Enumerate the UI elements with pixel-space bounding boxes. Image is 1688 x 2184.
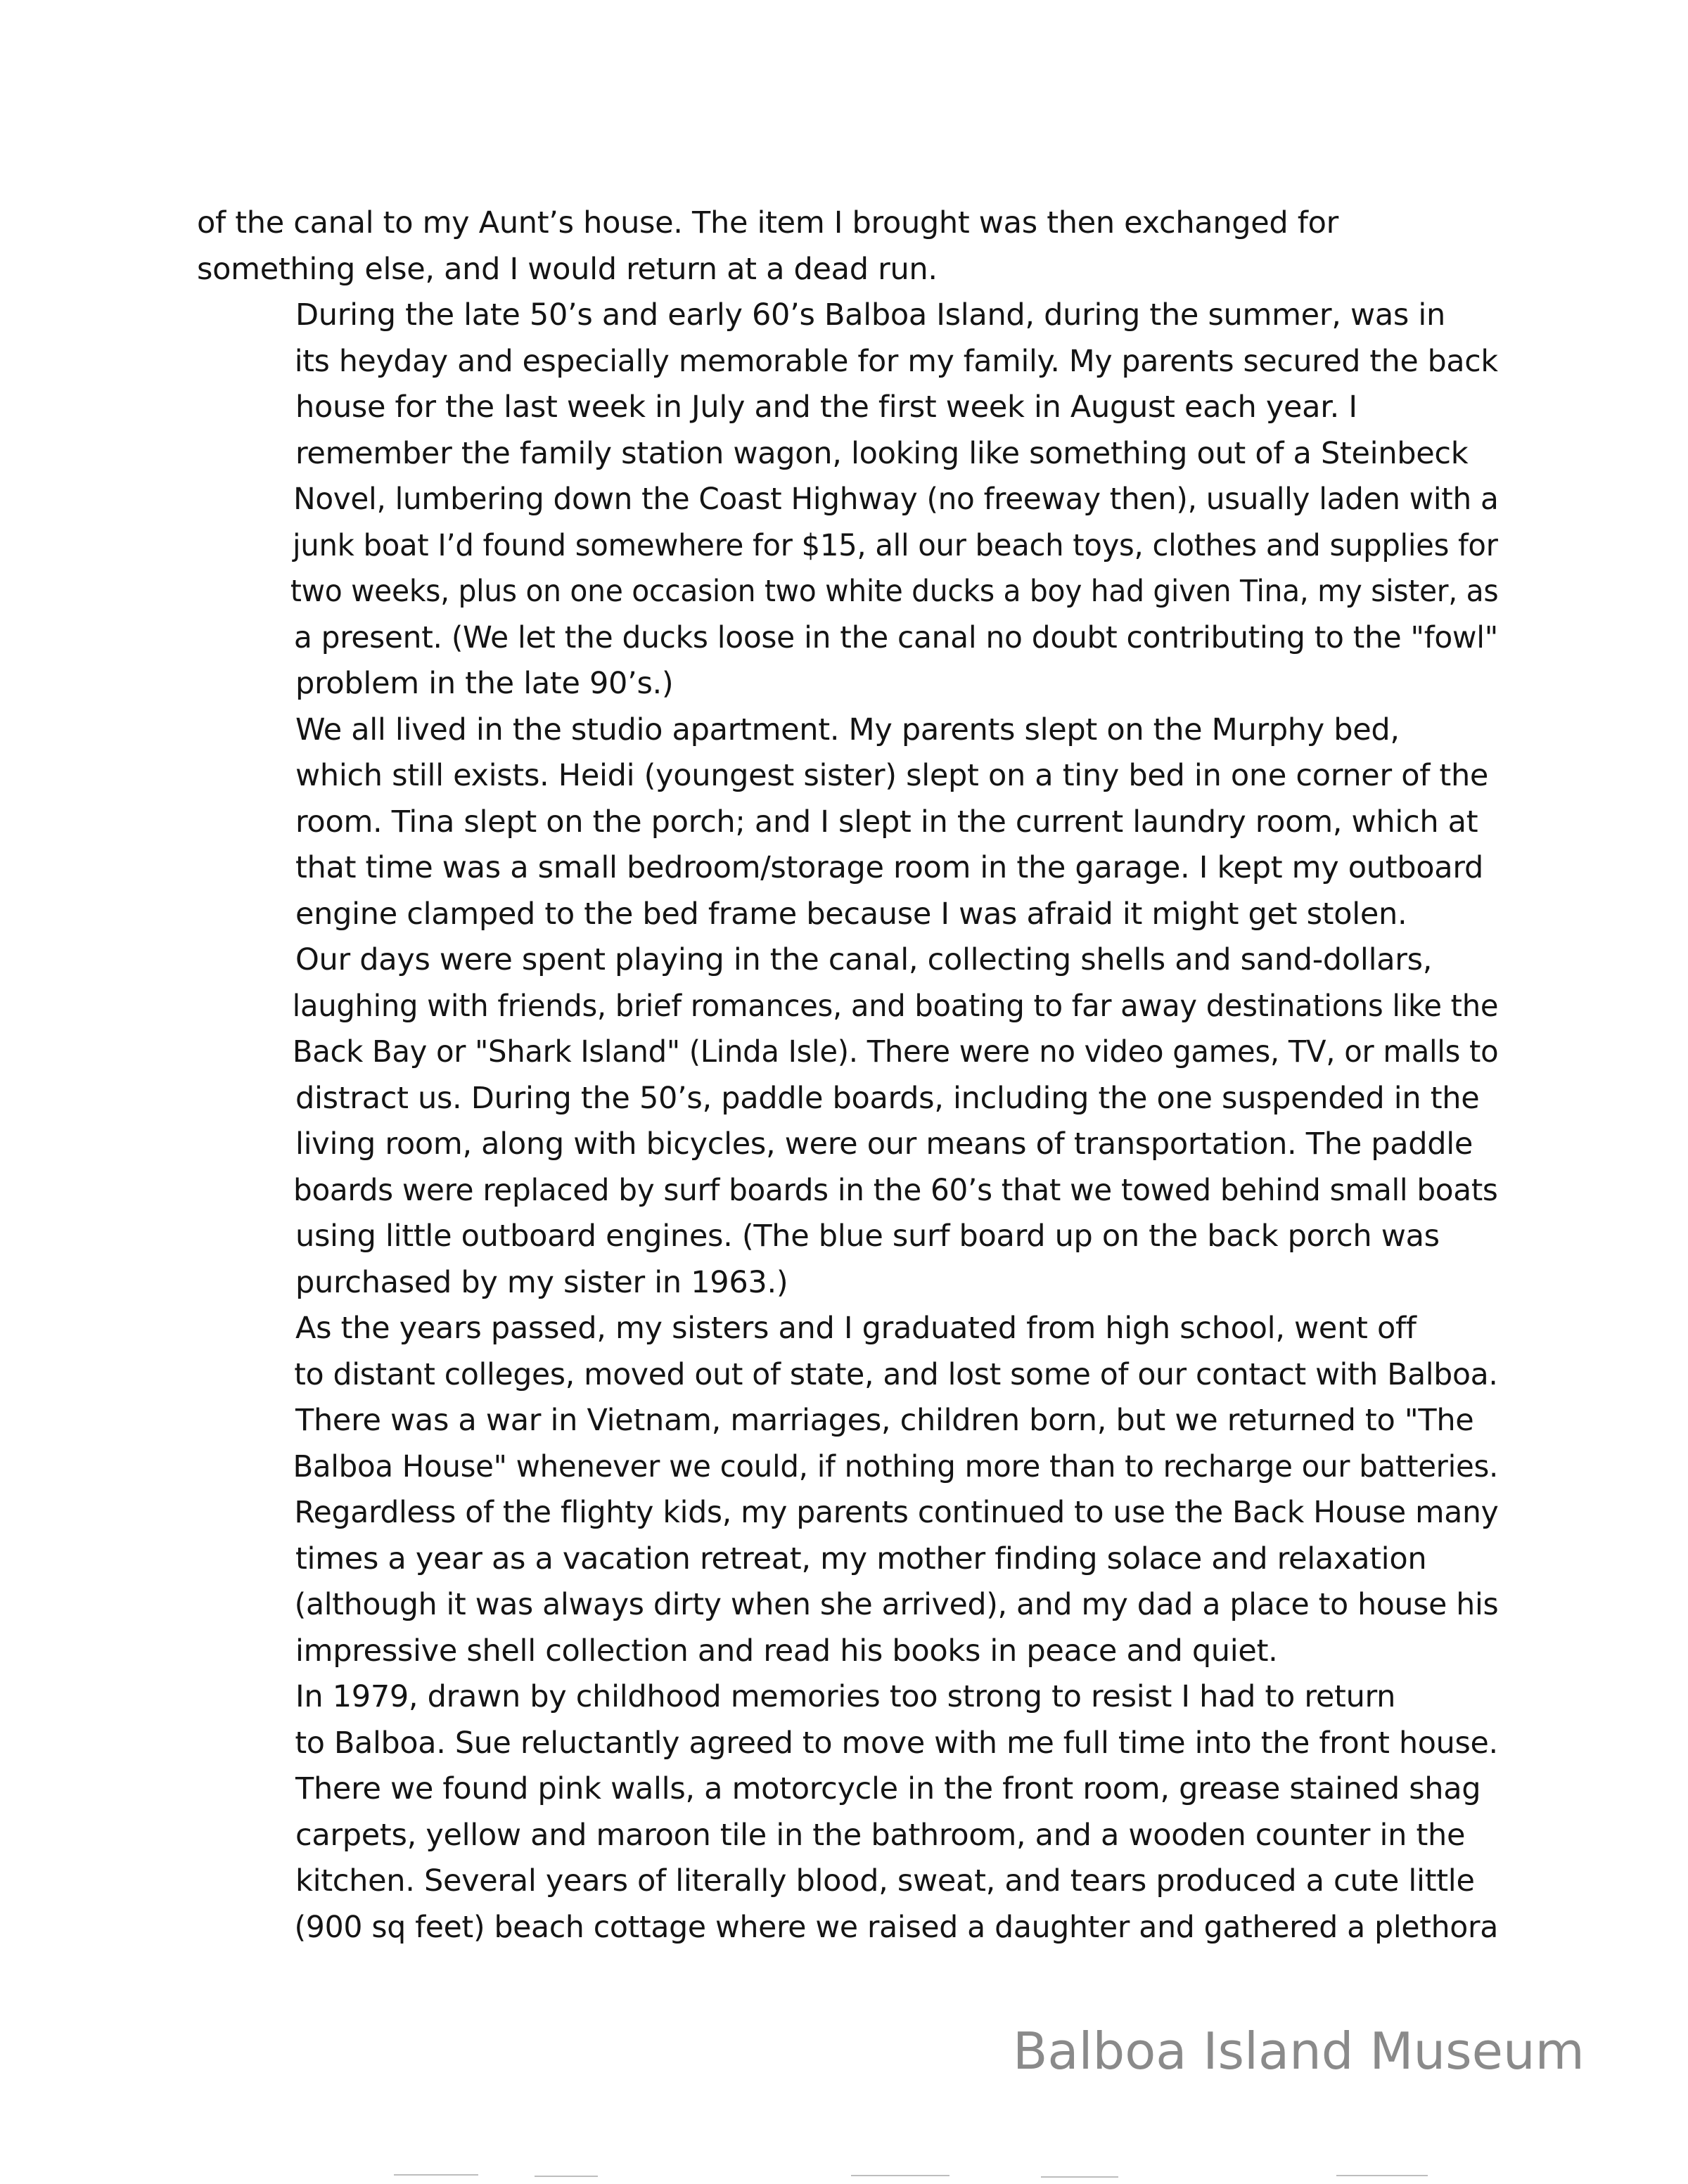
- text-line: kitchen. Several years of literally blood, sweat, and tears produced a cute little: [295, 1863, 1475, 1899]
- text-line: There we found pink walls, a motorcycle in the front room, grease stained shag: [295, 1771, 1481, 1806]
- text-line: house for the last week in July and the first week in August each year. I: [295, 390, 1357, 425]
- text-line: remember the family station wagon, looking like something out of a Steinbeck: [295, 435, 1469, 471]
- text-line: (although it was always dirty when she arrived), and my dad a place to house his: [294, 1587, 1499, 1622]
- scan-artifact-line: [394, 2174, 478, 2176]
- text-line: living room, along with bicycles, were our means of transportation. The paddle: [295, 1126, 1473, 1162]
- text-line: carpets, yellow and maroon tile in the bathroom, and a wooden counter in the: [295, 1817, 1466, 1853]
- text-line: of the canal to my Aunt’s house. The item I brought was then exchanged for: [197, 205, 1339, 240]
- text-line: its heyday and especially memorable for my family. My parents secured the back: [294, 343, 1498, 379]
- text-line: distract us. During the 50’s, paddle boards, including the one suspended in the: [295, 1080, 1480, 1116]
- text-line: using little outboard engines. (The blue surf board up on the back porch was: [295, 1219, 1440, 1254]
- text-line: two weeks, plus on one occasion two white ducks a boy had given Tina, my sister, as: [290, 574, 1499, 609]
- text-line: which still exists. Heidi (youngest sister) slept on a tiny bed in one corner of the: [295, 758, 1489, 793]
- text-line: to Balboa. Sue reluctantly agreed to move with me full time into the front house.: [295, 1725, 1498, 1761]
- text-line: times a year as a vacation retreat, my mother finding solace and relaxation: [295, 1541, 1427, 1576]
- memoir-text-body: [197, 200, 1498, 1951]
- text-line: Our days were spent playing in the canal, collecting shells and sand-dollars,: [295, 942, 1433, 977]
- text-line: As the years passed, my sisters and I graduated from high school, went off: [295, 1311, 1417, 1346]
- text-line: something else, and I would return at a dead run.: [197, 251, 938, 287]
- text-line: impressive shell collection and read his books in peace and quiet.: [295, 1633, 1278, 1669]
- paragraph: [197, 200, 1498, 293]
- scan-artifact-line: [1041, 2176, 1118, 2178]
- paragraph: [197, 937, 1498, 1306]
- text-line: room. Tina slept on the porch; and I slept in the current laundry room, which at: [295, 804, 1478, 840]
- text-line: Novel, lumbering down the Coast Highway (no freeway then), usually laden with a: [293, 482, 1499, 517]
- text-line: Regardless of the flighty kids, my parents continued to use the Back House many: [294, 1495, 1499, 1530]
- paragraph: [197, 707, 1498, 938]
- text-line: In 1979, drawn by childhood memories too strong to resist I had to return: [295, 1679, 1396, 1714]
- text-line: Back Bay or "Shark Island" (Linda Isle). There were no video games, TV, or malls to: [292, 1034, 1499, 1069]
- text-line: laughing with friends, brief romances, and boating to far away destinations like the: [292, 988, 1499, 1024]
- paragraph: [197, 1306, 1498, 1674]
- paragraph: [197, 293, 1498, 707]
- text-line: a present. (We let the ducks loose in the canal no doubt contributing to the "fowl": [293, 619, 1498, 655]
- museum-watermark: Balboa Island Museum: [1013, 2022, 1585, 2081]
- text-line: There was a war in Vietnam, marriages, children born, but we returned to "The: [295, 1403, 1474, 1438]
- scan-artifact-line: [535, 2176, 598, 2177]
- scan-artifact-line: [851, 2175, 950, 2176]
- text-line: We all lived in the studio apartment. My parents slept on the Murphy bed,: [295, 712, 1400, 747]
- text-line: engine clamped to the bed frame because I was afraid it might get stolen.: [295, 896, 1407, 932]
- text-line: that time was a small bedroom/storage room in the garage. I kept my outboard: [295, 850, 1483, 885]
- text-line: problem in the late 90’s.): [295, 666, 674, 701]
- text-line: Balboa House" whenever we could, if nothing more than to recharge our batteries.: [293, 1448, 1499, 1484]
- text-line: During the late 50’s and early 60’s Balboa Island, during the summer, was in: [295, 297, 1445, 333]
- paragraph: [197, 1674, 1498, 1951]
- scan-artifact-line: [1336, 2175, 1428, 2176]
- text-line: (900 sq feet) beach cottage where we raised a daughter and gathered a plethora: [294, 1909, 1498, 1945]
- text-line: purchased by my sister in 1963.): [295, 1264, 788, 1300]
- text-line: junk boat I’d found somewhere for $15, all our beach toys, clothes and supplies for: [292, 527, 1498, 563]
- text-line: boards were replaced by surf boards in the 60’s that we towed behind small boats: [293, 1172, 1498, 1208]
- text-line: to distant colleges, moved out of state, and lost some of our contact with Balboa.: [294, 1356, 1498, 1392]
